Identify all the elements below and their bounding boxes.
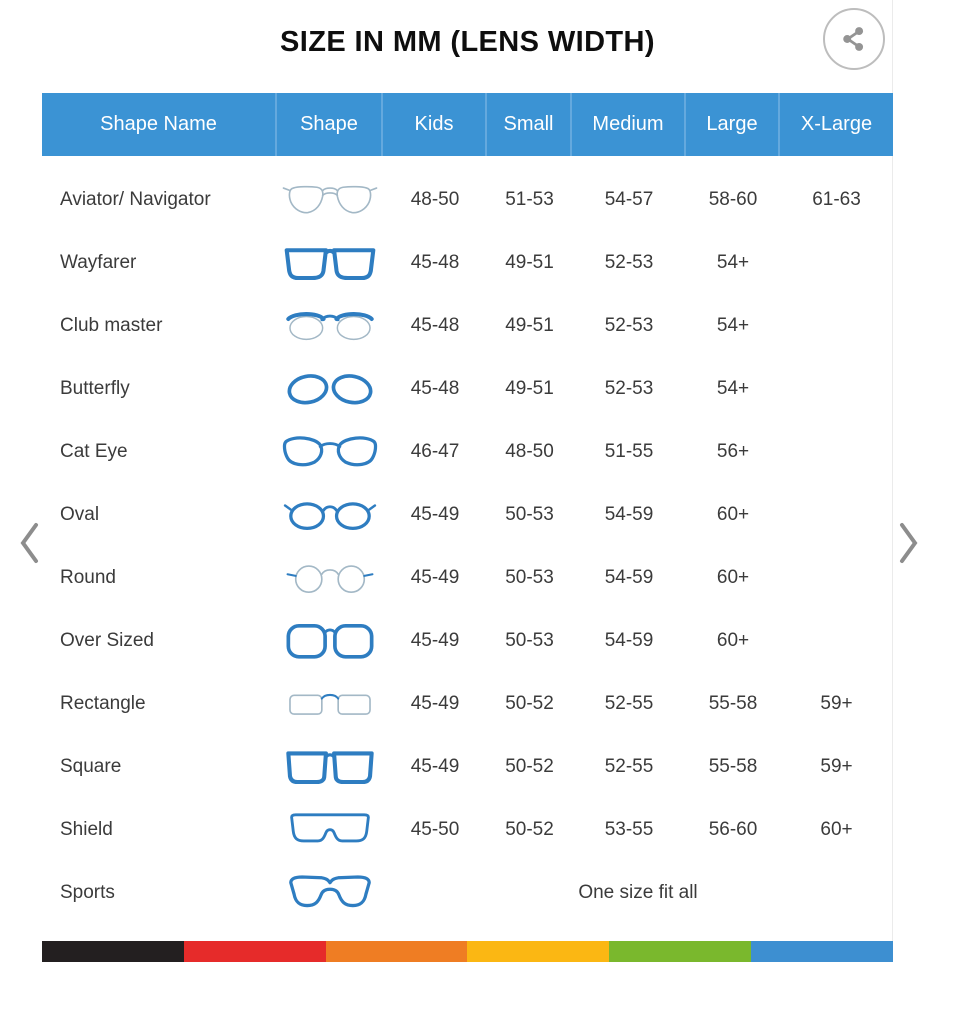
shape-name-label: Shield: [60, 818, 113, 840]
size-value-cell: 45-49: [410, 566, 460, 588]
table-row: [42, 609, 893, 672]
carousel-prev-button[interactable]: [16, 520, 42, 569]
size-value-cell: 54+: [716, 251, 750, 273]
size-value-cell: 45-50: [410, 818, 460, 840]
size-value-cell: 51-53: [505, 188, 554, 210]
size-value-cell: 59+: [820, 692, 853, 714]
size-value-cell: 55-58: [708, 755, 758, 777]
size-value-cell: 52-53: [604, 251, 654, 273]
size-value-cell: 58-60: [708, 188, 758, 210]
size-value-cell: 46-47: [410, 440, 460, 462]
size-value-cell: 50-53: [505, 503, 554, 525]
size-value-cell: 60+: [716, 629, 750, 651]
color-bar-segment: [184, 941, 326, 962]
size-value-cell: 45-48: [410, 314, 460, 336]
shape-icon-cell: [277, 746, 383, 787]
size-value-cell: 54-59: [604, 566, 654, 588]
square-glasses-icon: [281, 746, 379, 787]
size-value-cell: 49-51: [505, 377, 554, 399]
shape-name-label: Cat Eye: [60, 440, 128, 462]
size-value-cell: 52-53: [604, 377, 654, 399]
table-row: [42, 357, 893, 420]
color-bar-segment: [609, 941, 751, 962]
shape-icon-cell: [277, 494, 383, 535]
shape-icon-cell: [277, 809, 383, 850]
size-value-cell: 49-51: [505, 251, 554, 273]
size-value-cell: 59+: [820, 755, 853, 777]
shape-name-label: Club master: [60, 314, 163, 336]
cateye-glasses-icon: [281, 431, 379, 472]
sports-glasses-icon: [281, 872, 379, 913]
shape-name-label: Sports: [60, 881, 115, 903]
clubmaster-glasses-icon: [281, 305, 379, 346]
column-header-kids: Kids: [383, 93, 487, 156]
size-value-cell: 50-53: [505, 566, 554, 588]
size-value-cell: 48-50: [505, 440, 554, 462]
size-value-cell: 54-57: [604, 188, 654, 210]
size-value-cell: 45-49: [410, 755, 460, 777]
size-value-cell: 60+: [716, 566, 750, 588]
shape-icon-cell: [277, 872, 383, 913]
column-header-shape: Shape: [277, 93, 383, 156]
chevron-right-icon: [896, 520, 922, 566]
column-header-shape-name: Shape Name: [42, 93, 277, 156]
color-bar-segment: [42, 941, 184, 962]
shape-icon-cell: [277, 683, 383, 724]
size-value-cell: 53-55: [604, 818, 654, 840]
size-value-cell: 45-48: [410, 377, 460, 399]
table-row: [42, 420, 893, 483]
size-value-cell: 54+: [716, 314, 750, 336]
oversized-glasses-icon: [281, 620, 379, 661]
shape-icon-cell: [277, 179, 383, 220]
size-value-cell: 56-60: [708, 818, 758, 840]
oval-glasses-icon: [281, 494, 379, 535]
shape-name-label: Round: [60, 566, 116, 588]
table-row: [42, 168, 893, 231]
page-title: SIZE IN MM (LENS WIDTH): [280, 26, 655, 58]
chevron-left-icon: [16, 520, 42, 566]
size-value-cell: 50-53: [505, 629, 554, 651]
size-value-cell: 50-52: [505, 692, 554, 714]
table-row: [42, 231, 893, 294]
wayfarer-glasses-icon: [281, 242, 379, 283]
size-value-cell: 55-58: [708, 692, 758, 714]
shape-name-label: Oval: [60, 503, 100, 525]
size-value-cell: 45-48: [410, 251, 460, 273]
table-row: [42, 861, 893, 924]
size-value-cell: 52-53: [604, 314, 654, 336]
size-value-cell: 45-49: [410, 629, 460, 651]
carousel-next-button[interactable]: [896, 520, 922, 569]
shape-name-label: Aviator/ Navigator: [60, 188, 211, 210]
table-row: [42, 546, 893, 609]
butterfly-glasses-icon: [281, 368, 379, 409]
aviator-glasses-icon: [281, 179, 379, 220]
column-header-large: Large: [686, 93, 780, 156]
size-value-cell: 56+: [716, 440, 750, 462]
shield-glasses-icon: [281, 809, 379, 850]
color-bar-segment: [467, 941, 609, 962]
size-value-cell: 45-49: [410, 692, 460, 714]
size-value-cell: 50-52: [505, 755, 554, 777]
share-icon: [837, 22, 871, 56]
column-header-x-large: X-Large: [800, 113, 873, 135]
size-value-cell: 51-55: [604, 440, 654, 462]
shape-icon-cell: [277, 557, 383, 598]
table-row: [42, 798, 893, 861]
shape-icon-cell: [277, 305, 383, 346]
size-value-cell: 60+: [820, 818, 853, 840]
shape-name-label: Butterfly: [60, 377, 130, 399]
shape-icon-cell: [277, 368, 383, 409]
size-value-cell: 54-59: [604, 629, 654, 651]
column-header-medium: Medium: [572, 93, 686, 156]
size-value-cell: 45-49: [410, 503, 460, 525]
shape-name-label: Over Sized: [60, 629, 154, 651]
column-header-small: Small: [487, 93, 572, 156]
shape-icon-cell: [277, 431, 383, 472]
color-bar-segment: [751, 941, 893, 962]
size-value-cell: 48-50: [410, 188, 460, 210]
table-header-row: [42, 93, 893, 156]
shape-icon-cell: [277, 242, 383, 283]
table-body: [42, 168, 893, 924]
shape-name-label: Rectangle: [60, 692, 146, 714]
brand-color-bar: [42, 941, 893, 962]
one-size-fit-all-cell: One size fit all: [578, 881, 698, 903]
round-glasses-icon: [281, 557, 379, 598]
color-bar-segment: [326, 941, 468, 962]
share-button[interactable]: [823, 8, 885, 70]
size-value-cell: 49-51: [505, 314, 554, 336]
shape-name-label: Wayfarer: [60, 251, 137, 273]
table-row: [42, 672, 893, 735]
size-table: [42, 93, 893, 924]
size-value-cell: 50-52: [505, 818, 554, 840]
size-value-cell: 54-59: [604, 503, 654, 525]
size-value-cell: 60+: [716, 503, 750, 525]
size-value-cell: 61-63: [812, 188, 861, 210]
shape-name-label: Square: [60, 755, 122, 777]
size-value-cell: 52-55: [604, 692, 654, 714]
size-value-cell: 54+: [716, 377, 750, 399]
size-value-cell: 52-55: [604, 755, 654, 777]
table-row: [42, 735, 893, 798]
rectangle-glasses-icon: [281, 683, 379, 724]
table-row: [42, 294, 893, 357]
table-row: [42, 483, 893, 546]
shape-icon-cell: [277, 620, 383, 661]
